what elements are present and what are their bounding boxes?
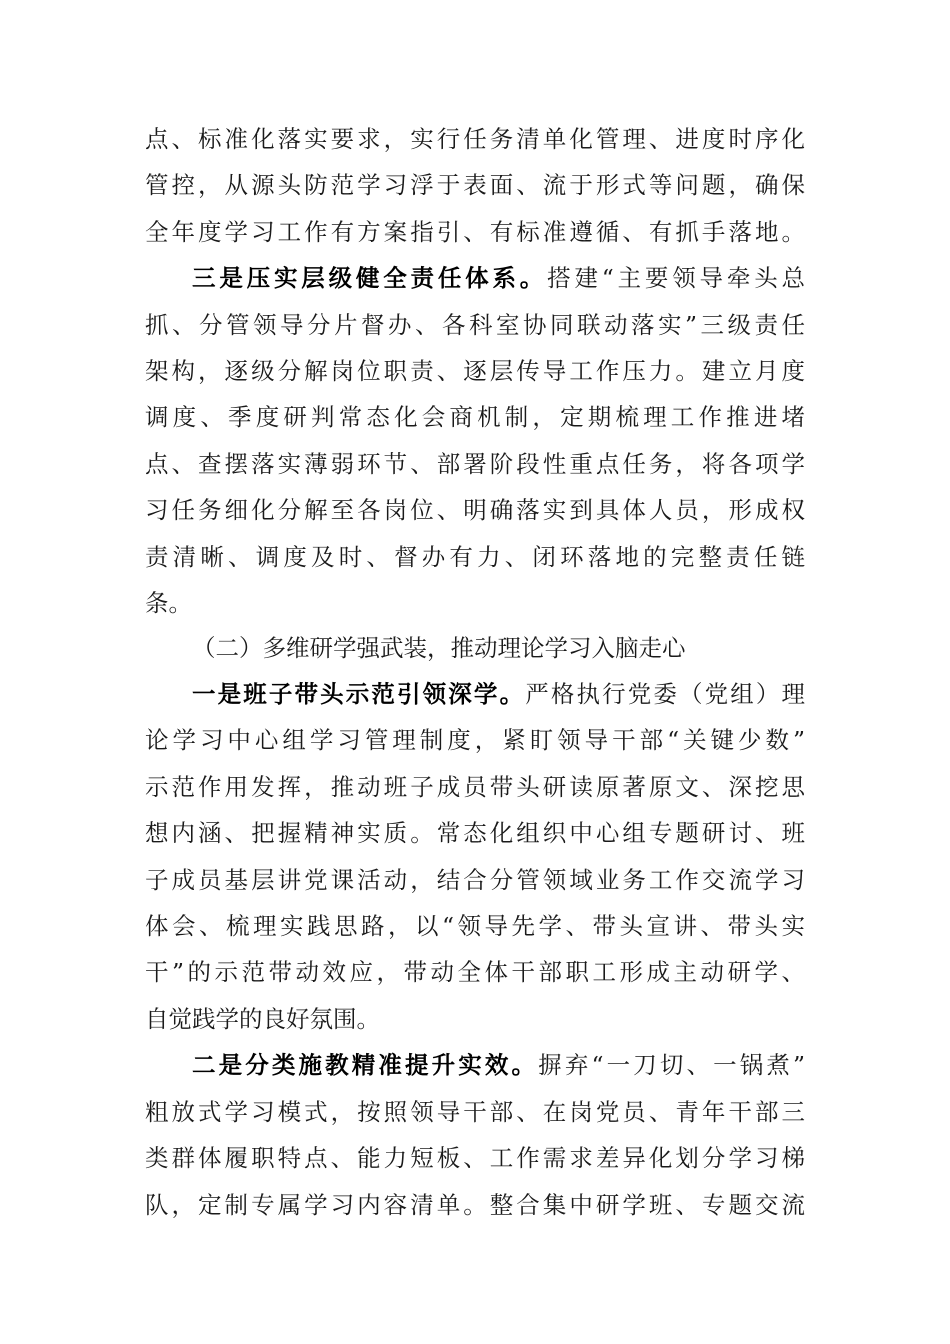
body-line: 类群体履职特点、能力短板、工作需求差异化划分学习梯 — [145, 1144, 805, 1172]
body-line: 点、查摆落实薄弱环节、部署阶段性重点任务，将各项学 — [145, 450, 805, 478]
body-line: 队，定制专属学习内容清单。整合集中研学班、专题交流 — [145, 1191, 805, 1219]
bold-lead: 二是分类施教精准提升实效。 — [192, 1051, 539, 1079]
body-line: 责清晰、调度及时、督办有力、闭环落地的完整责任链 — [145, 543, 805, 571]
body-line: 粗放式学习模式，按照领导干部、在岗党员、青年干部三 — [145, 1098, 805, 1126]
body-line: 体会、梳理实践思路，以“领导先学、带头宣讲、带头实 — [145, 912, 805, 940]
body-line: 架构，逐级分解岗位职责、逐层传导工作压力。建立月度 — [145, 357, 805, 385]
body-line: 论学习中心组学习管理制度，紧盯领导干部“关键少数” — [145, 726, 805, 754]
section-heading-three: 三是压实层级健全责任体系。搭建“主要领导牵头总 — [192, 264, 806, 292]
bold-lead: 一是班子带头示范引领深学。 — [192, 680, 526, 708]
body-line: 习任务细化分解至各岗位、明确落实到具体人员，形成权 — [145, 496, 805, 524]
body-line: 自觉践学的良好氛围。 — [145, 1005, 380, 1033]
body-line: 抓、分管领导分片督办、各科室协同联动落实”三级责任 — [145, 311, 805, 339]
body-line: 点、标准化落实要求，实行任务清单化管理、进度时序化 — [145, 125, 805, 153]
subsection-title: （二）多维研学强武装，推动理论学习入脑走心 — [192, 634, 686, 662]
body-line: 管控，从源头防范学习浮于表面、流于形式等问题，确保 — [145, 171, 805, 199]
body-line: 子成员基层讲党课活动，结合分管领域业务工作交流学习 — [145, 866, 805, 894]
body-line: 干”的示范带动效应，带动全体干部职工形成主动研学、 — [145, 958, 805, 986]
body-line: 全年度学习工作有方案指引、有标准遵循、有抓手落地。 — [145, 218, 805, 246]
body-line: 条。 — [145, 589, 192, 617]
body-line: 调度、季度研判常态化会商机制，定期梳理工作推进堵 — [145, 403, 805, 431]
section-heading-two: 二是分类施教精准提升实效。摒弃“一刀切、一锅煮” — [192, 1051, 806, 1079]
bold-lead: 三是压实层级健全责任体系。 — [192, 264, 548, 292]
body-line: 想内涵、把握精神实质。常态化组织中心组专题研讨、班 — [145, 819, 805, 847]
body-line: 示范作用发挥，推动班子成员带头研读原著原文、深挖思 — [145, 773, 805, 801]
section-heading-one: 一是班子带头示范引领深学。严格执行党委（党组）理 — [192, 680, 806, 708]
